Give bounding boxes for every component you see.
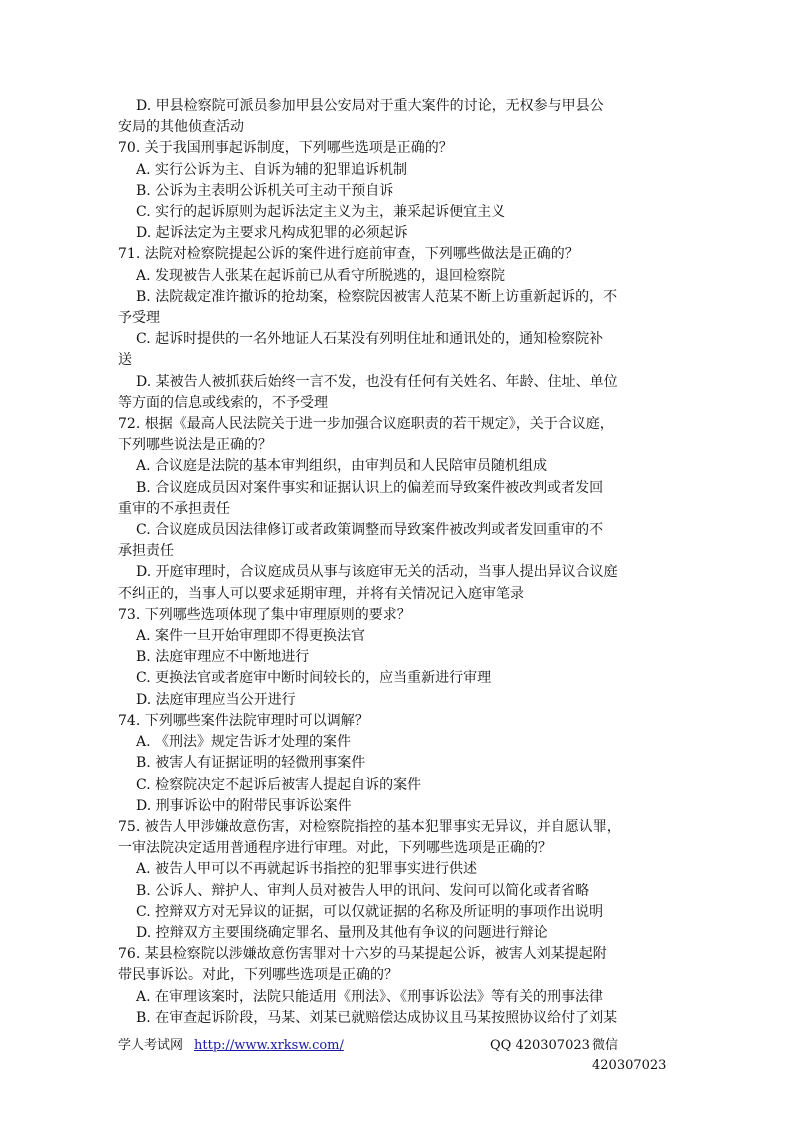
option-line: B. 在审查起诉阶段，马某、刘某已就赔偿达成协议且马某按照协议给付了刘某 [136, 1009, 618, 1026]
option-line: D. 法庭审理应当公开进行 [136, 691, 296, 708]
continuation-line: 不纠正的，当事人可以要求延期审理，并将有关情况记入庭审笔录 [118, 585, 524, 602]
option-line: B. 法庭审理应不中断地进行 [136, 649, 310, 666]
option-line: D. 某被告人被抓获后始终一言不发，也没有任何有关姓名、年龄、住址、单位 [136, 373, 618, 390]
continuation-line: 下列哪些说法是正确的？ [118, 437, 272, 454]
option-line: C. 起诉时提供的一名外地证人石某没有列明住址和通讯处的，通知检察院补 [136, 331, 604, 348]
continuation-line: 送 [118, 352, 132, 369]
question-line: 70. 关于我国刑事起诉制度，下列哪些选项是正确的？ [118, 140, 453, 157]
continuation-line: 承担责任 [118, 543, 174, 560]
option-line: D. 甲县检察院可派员参加甲县公安局对于重大案件的讨论，无权参与甲县公 [136, 98, 604, 114]
option-line: C. 实行的起诉原则为起诉法定主义为主，兼采起诉便宜主义 [136, 204, 506, 221]
option-line: B. 公诉人、辩护人、审判人员对被告人甲的讯问、发问可以简化或者省略 [136, 882, 590, 899]
option-line: C. 更换法官或者庭审中断时间较长的，应当重新进行审理 [136, 670, 492, 687]
option-line: D. 起诉法定为主要求凡构成犯罪的必须起诉 [136, 225, 408, 242]
option-line: B. 合议庭成员因对案件事实和证据认识上的偏差而导致案件被改判或者发回 [136, 479, 604, 496]
continuation-line: 重审的不承担责任 [118, 500, 230, 517]
continuation-line: 一审法院决定适用普通程序进行审理。对此，下列哪些选项是正确的？ [118, 840, 552, 857]
option-line: B. 被害人有证据证明的轻微刑事案件 [136, 755, 366, 772]
continuation-line: 等方面的信息或线索的，不予受理 [118, 394, 328, 411]
question-line: 72. 根据《最高人民法院关于进一步加强合议庭职责的若干规定》，关于合议庭， [118, 416, 614, 433]
page-footer [118, 1036, 684, 1073]
option-line: B. 公诉为主表明公诉机关可主动干预自诉 [136, 182, 394, 199]
option-line: D. 控辩双方主要围绕确定罪名、量刑及其他有争议的问题进行辩论 [136, 924, 548, 941]
option-line: D. 刑事诉讼中的附带民事诉讼案件 [136, 797, 352, 814]
option-line: C. 控辩双方对无异议的证据，可以仅就证据的名称及所证明的事项作出说明 [136, 903, 604, 920]
option-line: B. 法院裁定准许撤诉的抢劫案，检察院因被害人范某不断上访重新起诉的，不 [136, 288, 618, 305]
option-line: A. 在审理该案时，法院只能适用《刑法》、《刑事诉讼法》等有关的刑事法律 [136, 988, 604, 1005]
continuation-line: 带民事诉讼。对此，下列哪些选项是正确的？ [118, 967, 398, 984]
footer-url-link[interactable]: http://www.xrksw.com/ [194, 1038, 344, 1053]
option-line: D. 开庭审理时，合议庭成员从事与该庭审无关的活动，当事人提出异议合议庭 [136, 564, 618, 581]
question-line: 74. 下列哪些案件法院审理时可以调解？ [118, 712, 369, 729]
option-line: A. 《刑法》规定告诉才处理的案件 [136, 734, 352, 751]
option-line: A. 发现被告人张某在起诉前已从看守所脱逃的，退回检察院 [136, 267, 506, 284]
option-line: C. 合议庭成员因法律修订或者政策调整而导致案件被改判或者发回重审的不 [136, 522, 604, 539]
continuation-line: 予受理 [118, 310, 160, 327]
footer-qq: QQ 420307023 [490, 1038, 590, 1053]
continuation-line: 安局的其他侦查活动 [118, 119, 244, 136]
document-body [118, 96, 684, 1029]
question-line: 75. 被告人甲涉嫌故意伤害，对检察院指控的基本犯罪事实无异议，并自愿认罪， [118, 818, 621, 835]
option-line: A. 案件一旦开始审理即不得更换法官 [136, 628, 366, 645]
option-line: A. 实行公诉为主、自诉为辅的犯罪追诉机制 [136, 161, 408, 178]
question-line: 73. 下列哪些选项体现了集中审理原则的要求？ [118, 606, 411, 623]
option-line: A. 被告人甲可以不再就起诉书指控的犯罪事实进行供述 [136, 861, 478, 878]
footer-wechat: 微信 420307023 [592, 1038, 667, 1073]
question-line: 71. 法院对检察院提起公诉的案件进行庭前审查，下列哪些做法是正确的？ [118, 246, 579, 263]
option-line: A. 合议庭是法院的基本审判组织，由审判员和人民陪审员随机组成 [136, 458, 548, 475]
option-line: C. 检察院决定不起诉后被害人提起自诉的案件 [136, 776, 422, 793]
footer-site-name: 学人考试网 [118, 1038, 184, 1053]
question-line: 76. 某县检察院以涉嫌故意伤害罪对十六岁的马某提起公诉，被害人刘某提起附 [118, 946, 607, 963]
